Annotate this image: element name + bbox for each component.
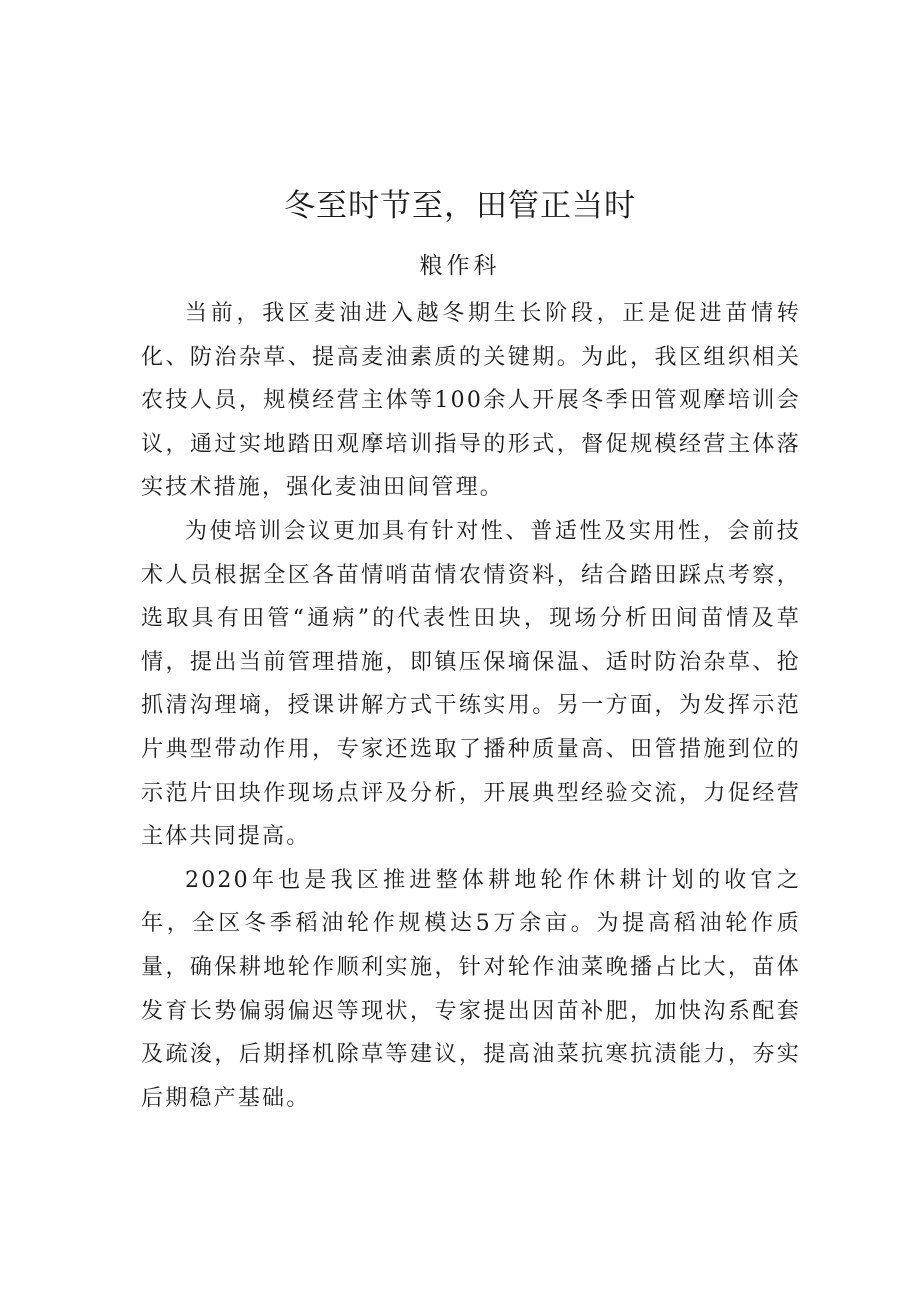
paragraph-1: 当前，我区麦油进入越冬期生长阶段，正是促进苗情转化、防治杂草、提高麦油素质的关键期。为此，我区组织相关农技人员，规模经营主体等100余人开展冬季田管观摩培训会议，通过实地踏田观摩培训指导的形式，督促规模经营主体落实技术措施，强化麦油田间管理。 bbox=[141, 301, 801, 501]
document-author: 粮作科 bbox=[419, 253, 501, 279]
paragraph-3: 2020年也是我区推进整体耕地轮作休耕计划的收官之年，全区冬季稻油轮作规模达5万余亩。为提高稻油轮作质量，确保耕地轮作顺利实施，针对轮作油菜晚播占比大，苗体发育长势偏弱偏迟等现状，专家提出因苗补肥，加快沟系配套及疏浚，后期择机除草等建议，提高油菜抗寒抗渍能力，夯实后期稳产基础。 bbox=[141, 867, 801, 1111]
paragraph-2: 为使培训会议更加具有针对性、普适性及实用性，会前技术人员根据全区各苗情哨苗情农情资料，结合踏田踩点考察，选取具有田管“通病”的代表性田块，现场分析田间苗情及草情，提出当前管理措施，即镇压保墒保温、适时防治杂草、抢抓清沟理墒，授课讲解方式干练实用。另一方面，为发挥示范片典型带动作用，专家还选取了播种质量高、田管措施到位的示范片田块作现场点评及分析，开展典型经验交流，力促经营主体共同提高。 bbox=[141, 518, 801, 850]
document-title: 冬至时节至，田管正当时 bbox=[284, 188, 636, 224]
document-body bbox=[141, 292, 801, 1120]
